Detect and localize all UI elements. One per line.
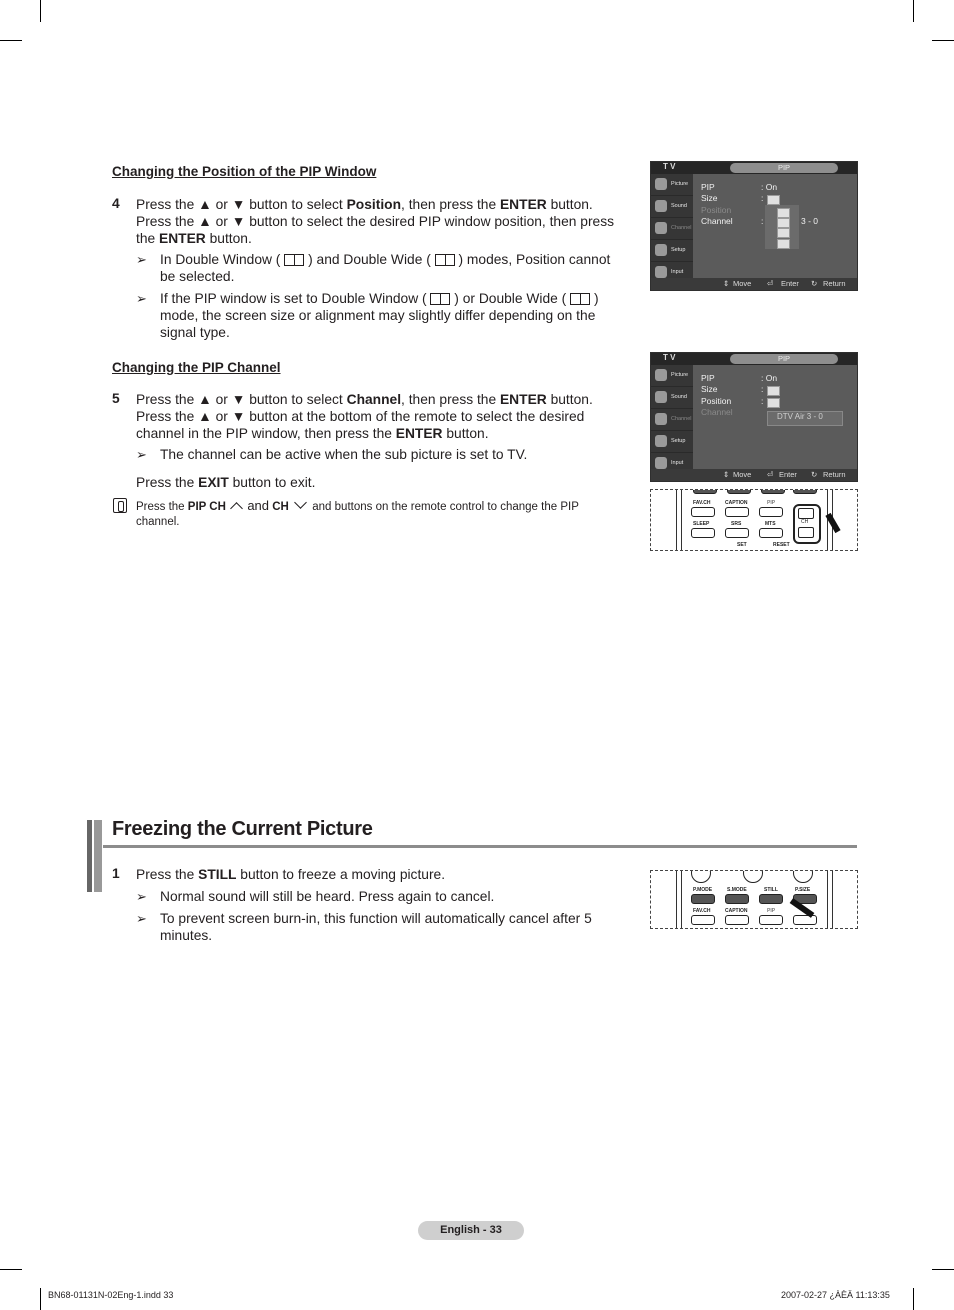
move-icon: ⇕ — [723, 279, 730, 288]
page-number-label: English - 33 — [418, 1221, 524, 1240]
section-bar-left — [87, 820, 92, 892]
section-bar-right — [94, 820, 102, 892]
menu-row-size: Size — [701, 384, 718, 394]
double-window-icon — [430, 293, 450, 305]
crop-mark — [0, 1269, 22, 1270]
footer-date: 2007-02-27 ¿ÀÈÄ 11:13:35 — [781, 1290, 890, 1300]
step-text: Press the ▲ or ▼ button to select Channel, then press the ENTER button. Press the ▲ or ▼ button at the bottom of the remote to select the desired channel in the PIP window, then press the ENTER button. — [136, 392, 593, 441]
footer-filename: BN68-01131N-02Eng-1.indd 33 — [48, 1290, 174, 1300]
crop-mark — [913, 0, 914, 22]
note-arrow-icon: ➢ — [136, 889, 147, 904]
remote-button — [725, 915, 749, 925]
remote-label: SLEEP — [693, 521, 710, 527]
exit-instruction: Press the EXIT button to exit. — [136, 475, 316, 490]
remote-label: CH — [801, 519, 809, 525]
position-option-icon — [777, 208, 790, 218]
chevron-up-icon — [230, 502, 243, 515]
remote-button — [759, 528, 783, 538]
remote-button — [793, 915, 817, 925]
remote-button — [759, 894, 783, 904]
step-number: 1 — [112, 866, 120, 881]
sidebar-item-picture: Picture — [651, 174, 693, 196]
position-option-icon — [767, 398, 780, 408]
menu-row-size: Size — [701, 193, 718, 203]
remote-label: FAV.CH — [693, 500, 711, 506]
channel-value: 3 - 0 — [801, 216, 819, 226]
double-wide-icon — [570, 293, 590, 305]
menu-sidebar — [651, 365, 693, 469]
return-icon: ↻ — [811, 279, 818, 288]
note-arrow-icon: ➢ — [136, 447, 147, 462]
setup-icon — [655, 435, 667, 447]
note-arrow-icon: ➢ — [136, 291, 147, 306]
remote-label: PIP — [767, 908, 776, 914]
note-item: ➢ To prevent screen burn-in, this function will automatically cancel after 5 minutes. — [136, 911, 592, 943]
sidebar-item-sound: Sound — [651, 387, 693, 409]
remote-button — [725, 507, 749, 517]
enter-icon: ⏎ — [767, 279, 774, 288]
sidebar-item-input: Input — [651, 453, 693, 475]
menu-row-pip: PIP — [701, 182, 715, 192]
size-option-icon — [767, 195, 780, 205]
picture-icon — [655, 178, 667, 190]
menu-help-bar: ⇕ Move ⏎ Enter ↻ Return — [651, 278, 857, 290]
note-item: ➢ The channel can be active when the sub picture is set to TV. — [136, 447, 528, 462]
remote-illustration-still — [650, 870, 858, 929]
sidebar-item-picture: Picture — [651, 365, 693, 387]
tv-label: T V — [663, 353, 676, 362]
double-window-icon — [284, 254, 304, 266]
crop-mark — [913, 1288, 914, 1310]
channel-colon: : — [761, 216, 764, 226]
return-icon: ↻ — [811, 470, 818, 479]
crop-mark — [0, 40, 22, 41]
remote-label: S.MODE — [727, 887, 747, 893]
remote-illustration-pip-ch — [650, 489, 858, 551]
remote-label: FAV.CH — [693, 908, 711, 914]
step-number: 4 — [112, 196, 120, 211]
picture-icon — [655, 369, 667, 381]
sidebar-item-input: Input — [651, 262, 693, 284]
remote-label: RESET — [773, 542, 790, 548]
step-number: 5 — [112, 391, 120, 406]
crop-mark — [40, 0, 41, 22]
remote-label: CAPTION — [725, 500, 748, 506]
step-text: Press the ▲ or ▼ button to select Position, then press the ENTER button. Press the ▲ or ▼ button to select the desired PIP window position, then press the ENTER button. — [136, 197, 615, 246]
crop-mark — [40, 1288, 41, 1310]
remote-button — [725, 894, 749, 904]
tv-menu-screenshot-channel — [650, 352, 858, 482]
menu-row-channel: Channel — [701, 407, 733, 417]
section-heading-channel: Changing the PIP Channel — [112, 360, 281, 375]
move-icon: ⇕ — [723, 470, 730, 479]
menu-help-bar: ⇕ Move ⏎ Enter ↻ Return — [651, 469, 857, 481]
menu-row-channel: Channel — [701, 216, 733, 226]
remote-label: SRS — [731, 521, 742, 527]
menu-sidebar — [651, 174, 693, 278]
pip-value: : On — [761, 373, 778, 383]
sidebar-item-setup: Setup — [651, 431, 693, 453]
position-option-icon — [777, 228, 790, 238]
note-arrow-icon: ➢ — [136, 252, 147, 267]
input-icon — [655, 266, 667, 278]
remote-label: P.SIZE — [795, 887, 811, 893]
remote-label: STILL — [764, 887, 778, 893]
note-item: ➢ Normal sound will still be heard. Press again to cancel. — [136, 889, 495, 904]
sidebar-item-setup: Setup — [651, 240, 693, 262]
channel-icon — [655, 413, 667, 425]
size-colon: : — [761, 193, 764, 203]
step-text: Press the STILL button to freeze a moving picture. — [136, 867, 446, 882]
position-option-icon — [777, 218, 790, 228]
channel-value: DTV Air 3 - 0 — [777, 412, 823, 421]
crop-mark — [932, 1269, 954, 1270]
pip-value: : On — [761, 182, 778, 192]
tip-text: Press the PIP CH and CH and buttons on the remote control to change the PIP channel. — [136, 498, 579, 528]
remote-label: P.MODE — [693, 887, 713, 893]
sound-icon — [655, 391, 667, 403]
remote-label: MTS — [765, 521, 776, 527]
size-colon: : — [761, 384, 764, 394]
remote-button — [691, 915, 715, 925]
hand-note-icon — [113, 498, 127, 513]
sidebar-item-channel: Channel — [651, 218, 693, 240]
note-arrow-icon: ➢ — [136, 911, 147, 926]
section-heading-position: Changing the Position of the PIP Window — [112, 164, 377, 179]
chevron-up-icon — [798, 508, 814, 519]
remote-button — [691, 507, 715, 517]
tv-label: T V — [663, 162, 676, 171]
crop-mark — [932, 40, 954, 41]
section-title-freeze: Freezing the Current Picture — [112, 818, 373, 840]
menu-row-position: Position — [701, 396, 732, 406]
enter-icon: ⏎ — [767, 470, 774, 479]
sidebar-item-channel: Channel — [651, 409, 693, 431]
remote-label: SET — [737, 542, 747, 548]
menu-row-pip: PIP — [701, 373, 715, 383]
position-colon: : — [761, 396, 764, 406]
menu-row-position: Position — [701, 205, 732, 215]
tv-menu-screenshot-position — [650, 161, 858, 291]
chevron-down-icon — [294, 496, 307, 509]
menu-tab-pip: PIP — [730, 354, 838, 364]
channel-icon — [655, 222, 667, 234]
input-icon — [655, 457, 667, 469]
menu-tab-pip: PIP — [730, 163, 838, 173]
remote-button — [691, 528, 715, 538]
remote-button — [725, 528, 749, 538]
sidebar-item-sound: Sound — [651, 196, 693, 218]
note-item: ➢ If the PIP window is set to Double Window ( ) or Double Wide ( ) mode, the screen size or alignment may slightly differ depending on the signal type. — [136, 291, 599, 340]
size-option-icon — [767, 386, 780, 396]
remote-button — [759, 507, 783, 517]
remote-button — [759, 915, 783, 925]
chevron-down-icon — [798, 527, 814, 538]
sound-icon — [655, 200, 667, 212]
position-option-icon — [777, 239, 790, 249]
setup-icon — [655, 244, 667, 256]
remote-label: CAPTION — [725, 908, 748, 914]
note-item: ➢ In Double Window ( ) and Double Wide ( ) modes, Position cannot be selected. — [136, 252, 611, 284]
section-rule — [103, 845, 857, 848]
double-wide-icon — [435, 254, 455, 266]
remote-label: PIP — [767, 500, 776, 506]
remote-button — [691, 894, 715, 904]
